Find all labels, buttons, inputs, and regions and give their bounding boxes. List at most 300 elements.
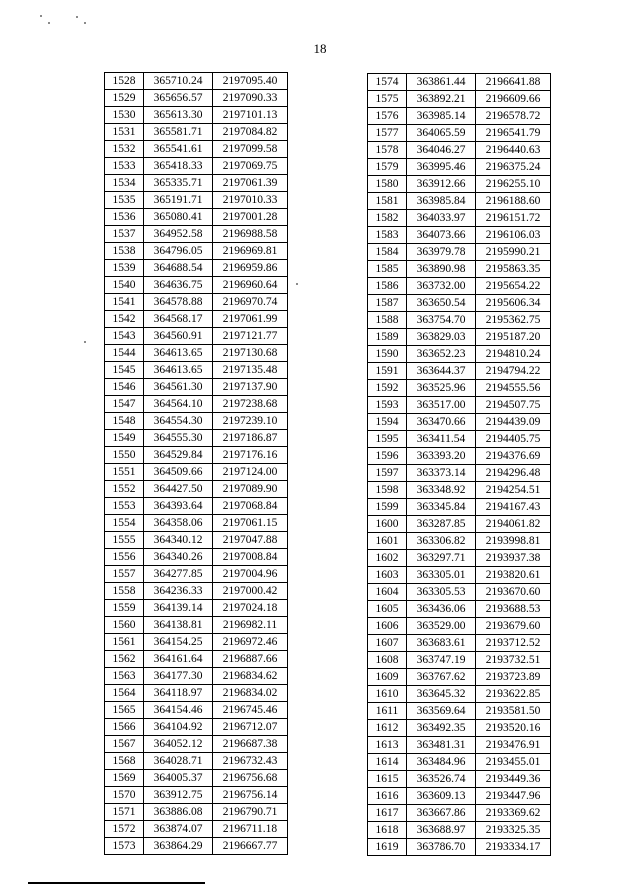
table-row bbox=[105, 345, 288, 362]
table-row bbox=[105, 73, 288, 90]
y-coordinate-cell: 2196970.74 bbox=[213, 294, 288, 311]
x-coordinate-cell: 364952.58 bbox=[144, 226, 213, 243]
x-coordinate-cell: 364033.97 bbox=[407, 210, 476, 227]
point-number-cell: 1583 bbox=[368, 227, 407, 244]
point-number-cell: 1604 bbox=[368, 584, 407, 601]
x-coordinate-cell: 363886.08 bbox=[144, 804, 213, 821]
table-row bbox=[368, 244, 551, 261]
point-number-cell: 1606 bbox=[368, 618, 407, 635]
x-coordinate-cell: 364236.33 bbox=[144, 583, 213, 600]
table-row bbox=[105, 787, 288, 804]
point-number-cell: 1610 bbox=[368, 686, 407, 703]
table-row bbox=[105, 821, 288, 838]
point-number-cell: 1581 bbox=[368, 193, 407, 210]
x-coordinate-cell: 363393.20 bbox=[407, 448, 476, 465]
table-row bbox=[368, 278, 551, 295]
x-coordinate-cell: 364568.17 bbox=[144, 311, 213, 328]
y-coordinate-cell: 2196541.79 bbox=[476, 125, 551, 142]
y-coordinate-cell: 2196834.02 bbox=[213, 685, 288, 702]
y-coordinate-cell: 2197024.18 bbox=[213, 600, 288, 617]
coordinates-table-left bbox=[104, 72, 288, 855]
table-row bbox=[105, 481, 288, 498]
table-row bbox=[368, 295, 551, 312]
y-coordinate-cell: 2193723.89 bbox=[476, 669, 551, 686]
table-row bbox=[105, 328, 288, 345]
x-coordinate-cell: 363667.86 bbox=[407, 805, 476, 822]
y-coordinate-cell: 2193679.60 bbox=[476, 618, 551, 635]
table-row bbox=[105, 311, 288, 328]
y-coordinate-cell: 2193670.60 bbox=[476, 584, 551, 601]
point-number-cell: 1541 bbox=[105, 294, 144, 311]
table-row bbox=[368, 788, 551, 805]
table-row bbox=[368, 516, 551, 533]
y-coordinate-cell: 2197061.15 bbox=[213, 515, 288, 532]
point-number-cell: 1536 bbox=[105, 209, 144, 226]
point-number-cell: 1534 bbox=[105, 175, 144, 192]
point-number-cell: 1593 bbox=[368, 397, 407, 414]
y-coordinate-cell: 2197004.96 bbox=[213, 566, 288, 583]
table-row bbox=[368, 601, 551, 618]
table-row bbox=[368, 567, 551, 584]
table-row bbox=[105, 600, 288, 617]
y-coordinate-cell: 2197089.90 bbox=[213, 481, 288, 498]
table-row bbox=[105, 804, 288, 821]
point-number-cell: 1598 bbox=[368, 482, 407, 499]
table-row bbox=[105, 294, 288, 311]
x-coordinate-cell: 364340.26 bbox=[144, 549, 213, 566]
table-row bbox=[105, 566, 288, 583]
x-coordinate-cell: 363305.01 bbox=[407, 567, 476, 584]
y-coordinate-cell: 2197001.28 bbox=[213, 209, 288, 226]
table-row bbox=[105, 192, 288, 209]
y-coordinate-cell: 2194254.51 bbox=[476, 482, 551, 499]
x-coordinate-cell: 363306.82 bbox=[407, 533, 476, 550]
y-coordinate-cell: 2197135.48 bbox=[213, 362, 288, 379]
point-number-cell: 1535 bbox=[105, 192, 144, 209]
point-number-cell: 1597 bbox=[368, 465, 407, 482]
table-row bbox=[105, 719, 288, 736]
point-number-cell: 1600 bbox=[368, 516, 407, 533]
x-coordinate-cell: 364560.91 bbox=[144, 328, 213, 345]
point-number-cell: 1567 bbox=[105, 736, 144, 753]
table-row bbox=[105, 515, 288, 532]
y-coordinate-cell: 2196711.18 bbox=[213, 821, 288, 838]
table-row bbox=[105, 736, 288, 753]
point-number-cell: 1565 bbox=[105, 702, 144, 719]
table-row bbox=[368, 363, 551, 380]
x-coordinate-cell: 365080.41 bbox=[144, 209, 213, 226]
y-coordinate-cell: 2194507.75 bbox=[476, 397, 551, 414]
x-coordinate-cell: 363754.70 bbox=[407, 312, 476, 329]
table-row bbox=[105, 464, 288, 481]
point-number-cell: 1531 bbox=[105, 124, 144, 141]
table-row bbox=[105, 838, 288, 855]
point-number-cell: 1555 bbox=[105, 532, 144, 549]
y-coordinate-cell: 2193455.01 bbox=[476, 754, 551, 771]
y-coordinate-cell: 2193688.53 bbox=[476, 601, 551, 618]
y-coordinate-cell: 2197061.39 bbox=[213, 175, 288, 192]
x-coordinate-cell: 363912.75 bbox=[144, 787, 213, 804]
x-coordinate-cell: 363470.66 bbox=[407, 414, 476, 431]
point-number-cell: 1601 bbox=[368, 533, 407, 550]
y-coordinate-cell: 2196756.14 bbox=[213, 787, 288, 804]
point-number-cell: 1571 bbox=[105, 804, 144, 821]
point-number-cell: 1599 bbox=[368, 499, 407, 516]
table-row bbox=[368, 652, 551, 669]
point-number-cell: 1543 bbox=[105, 328, 144, 345]
x-coordinate-cell: 363688.97 bbox=[407, 822, 476, 839]
y-coordinate-cell: 2196188.60 bbox=[476, 193, 551, 210]
point-number-cell: 1619 bbox=[368, 839, 407, 856]
point-number-cell: 1612 bbox=[368, 720, 407, 737]
point-number-cell: 1592 bbox=[368, 380, 407, 397]
point-number-cell: 1585 bbox=[368, 261, 407, 278]
x-coordinate-cell: 363373.14 bbox=[407, 465, 476, 482]
y-coordinate-cell: 2196641.88 bbox=[476, 74, 551, 91]
point-number-cell: 1563 bbox=[105, 668, 144, 685]
x-coordinate-cell: 363492.35 bbox=[407, 720, 476, 737]
y-coordinate-cell: 2196834.62 bbox=[213, 668, 288, 685]
table-row bbox=[368, 193, 551, 210]
x-coordinate-cell: 363305.53 bbox=[407, 584, 476, 601]
y-coordinate-cell: 2194167.43 bbox=[476, 499, 551, 516]
table-row bbox=[368, 533, 551, 550]
x-coordinate-cell: 364358.06 bbox=[144, 515, 213, 532]
y-coordinate-cell: 2196151.72 bbox=[476, 210, 551, 227]
point-number-cell: 1553 bbox=[105, 498, 144, 515]
point-number-cell: 1595 bbox=[368, 431, 407, 448]
y-coordinate-cell: 2193449.36 bbox=[476, 771, 551, 788]
y-coordinate-cell: 2193476.91 bbox=[476, 737, 551, 754]
table-row bbox=[368, 550, 551, 567]
table-row bbox=[105, 90, 288, 107]
x-coordinate-cell: 363652.23 bbox=[407, 346, 476, 363]
table-row bbox=[368, 91, 551, 108]
point-number-cell: 1607 bbox=[368, 635, 407, 652]
y-coordinate-cell: 2197090.33 bbox=[213, 90, 288, 107]
x-coordinate-cell: 363348.92 bbox=[407, 482, 476, 499]
point-number-cell: 1532 bbox=[105, 141, 144, 158]
y-coordinate-cell: 2196578.72 bbox=[476, 108, 551, 125]
table-row bbox=[368, 822, 551, 839]
point-number-cell: 1613 bbox=[368, 737, 407, 754]
y-coordinate-cell: 2197186.87 bbox=[213, 430, 288, 447]
x-coordinate-cell: 364005.37 bbox=[144, 770, 213, 787]
point-number-cell: 1605 bbox=[368, 601, 407, 618]
x-coordinate-cell: 364393.64 bbox=[144, 498, 213, 515]
y-coordinate-cell: 2197047.88 bbox=[213, 532, 288, 549]
table-row bbox=[368, 771, 551, 788]
table-row bbox=[105, 634, 288, 651]
x-coordinate-cell: 363287.85 bbox=[407, 516, 476, 533]
point-number-cell: 1548 bbox=[105, 413, 144, 430]
table-row bbox=[368, 159, 551, 176]
x-coordinate-cell: 363747.19 bbox=[407, 652, 476, 669]
y-coordinate-cell: 2196988.58 bbox=[213, 226, 288, 243]
point-number-cell: 1608 bbox=[368, 652, 407, 669]
y-coordinate-cell: 2196609.66 bbox=[476, 91, 551, 108]
x-coordinate-cell: 363985.84 bbox=[407, 193, 476, 210]
x-coordinate-cell: 363645.32 bbox=[407, 686, 476, 703]
table-row bbox=[105, 362, 288, 379]
table-row bbox=[105, 430, 288, 447]
y-coordinate-cell: 2194555.56 bbox=[476, 380, 551, 397]
x-coordinate-cell: 363892.21 bbox=[407, 91, 476, 108]
y-coordinate-cell: 2195654.22 bbox=[476, 278, 551, 295]
y-coordinate-cell: 2197238.68 bbox=[213, 396, 288, 413]
point-number-cell: 1577 bbox=[368, 125, 407, 142]
point-number-cell: 1586 bbox=[368, 278, 407, 295]
point-number-cell: 1616 bbox=[368, 788, 407, 805]
point-number-cell: 1528 bbox=[105, 73, 144, 90]
x-coordinate-cell: 363979.78 bbox=[407, 244, 476, 261]
point-number-cell: 1544 bbox=[105, 345, 144, 362]
y-coordinate-cell: 2196756.68 bbox=[213, 770, 288, 787]
point-number-cell: 1573 bbox=[105, 838, 144, 855]
x-coordinate-cell: 363525.96 bbox=[407, 380, 476, 397]
x-coordinate-cell: 365418.33 bbox=[144, 158, 213, 175]
point-number-cell: 1578 bbox=[368, 142, 407, 159]
table-row bbox=[368, 414, 551, 431]
table-row bbox=[368, 176, 551, 193]
table-row bbox=[105, 753, 288, 770]
y-coordinate-cell: 2197084.82 bbox=[213, 124, 288, 141]
table-row bbox=[368, 397, 551, 414]
point-number-cell: 1589 bbox=[368, 329, 407, 346]
x-coordinate-cell: 364161.64 bbox=[144, 651, 213, 668]
y-coordinate-cell: 2193334.17 bbox=[476, 839, 551, 856]
point-number-cell: 1540 bbox=[105, 277, 144, 294]
x-coordinate-cell: 364340.12 bbox=[144, 532, 213, 549]
point-number-cell: 1554 bbox=[105, 515, 144, 532]
table-row bbox=[368, 431, 551, 448]
point-number-cell: 1549 bbox=[105, 430, 144, 447]
table-row bbox=[105, 583, 288, 600]
point-number-cell: 1590 bbox=[368, 346, 407, 363]
y-coordinate-cell: 2196982.11 bbox=[213, 617, 288, 634]
point-number-cell: 1603 bbox=[368, 567, 407, 584]
x-coordinate-cell: 364118.97 bbox=[144, 685, 213, 702]
y-coordinate-cell: 2197124.00 bbox=[213, 464, 288, 481]
x-coordinate-cell: 363864.29 bbox=[144, 838, 213, 855]
table-row bbox=[105, 175, 288, 192]
point-number-cell: 1564 bbox=[105, 685, 144, 702]
y-coordinate-cell: 2195863.35 bbox=[476, 261, 551, 278]
y-coordinate-cell: 2197068.84 bbox=[213, 498, 288, 515]
x-coordinate-cell: 363526.74 bbox=[407, 771, 476, 788]
table-row bbox=[368, 635, 551, 652]
point-number-cell: 1614 bbox=[368, 754, 407, 771]
x-coordinate-cell: 364138.81 bbox=[144, 617, 213, 634]
x-coordinate-cell: 363786.70 bbox=[407, 839, 476, 856]
footnote-rule bbox=[28, 882, 205, 884]
x-coordinate-cell: 364177.30 bbox=[144, 668, 213, 685]
table-row bbox=[105, 651, 288, 668]
y-coordinate-cell: 2193447.96 bbox=[476, 788, 551, 805]
page-number: 18 bbox=[313, 41, 327, 56]
y-coordinate-cell: 2193581.50 bbox=[476, 703, 551, 720]
point-number-cell: 1539 bbox=[105, 260, 144, 277]
x-coordinate-cell: 363436.06 bbox=[407, 601, 476, 618]
table-row bbox=[105, 226, 288, 243]
table-row bbox=[368, 737, 551, 754]
table-row bbox=[105, 770, 288, 787]
point-number-cell: 1587 bbox=[368, 295, 407, 312]
point-number-cell: 1574 bbox=[368, 74, 407, 91]
x-coordinate-cell: 363484.96 bbox=[407, 754, 476, 771]
point-number-cell: 1591 bbox=[368, 363, 407, 380]
y-coordinate-cell: 2193369.62 bbox=[476, 805, 551, 822]
point-number-cell: 1537 bbox=[105, 226, 144, 243]
table-row bbox=[105, 702, 288, 719]
x-coordinate-cell: 364554.30 bbox=[144, 413, 213, 430]
x-coordinate-cell: 364555.30 bbox=[144, 430, 213, 447]
x-coordinate-cell: 364073.66 bbox=[407, 227, 476, 244]
x-coordinate-cell: 364154.25 bbox=[144, 634, 213, 651]
x-coordinate-cell: 365541.61 bbox=[144, 141, 213, 158]
point-number-cell: 1611 bbox=[368, 703, 407, 720]
point-number-cell: 1615 bbox=[368, 771, 407, 788]
y-coordinate-cell: 2194061.82 bbox=[476, 516, 551, 533]
point-number-cell: 1533 bbox=[105, 158, 144, 175]
y-coordinate-cell: 2197176.16 bbox=[213, 447, 288, 464]
table-row bbox=[368, 448, 551, 465]
table-row bbox=[368, 108, 551, 125]
x-coordinate-cell: 364613.65 bbox=[144, 345, 213, 362]
point-number-cell: 1617 bbox=[368, 805, 407, 822]
x-coordinate-cell: 363644.37 bbox=[407, 363, 476, 380]
x-coordinate-cell: 363650.54 bbox=[407, 295, 476, 312]
y-coordinate-cell: 2193325.35 bbox=[476, 822, 551, 839]
y-coordinate-cell: 2196732.43 bbox=[213, 753, 288, 770]
x-coordinate-cell: 364636.75 bbox=[144, 277, 213, 294]
table-row bbox=[368, 227, 551, 244]
scan-speck bbox=[48, 22, 50, 24]
scan-speck bbox=[296, 283, 298, 285]
point-number-cell: 1558 bbox=[105, 583, 144, 600]
table-row bbox=[368, 669, 551, 686]
y-coordinate-cell: 2194810.24 bbox=[476, 346, 551, 363]
table-row bbox=[105, 617, 288, 634]
x-coordinate-cell: 365656.57 bbox=[144, 90, 213, 107]
y-coordinate-cell: 2196255.10 bbox=[476, 176, 551, 193]
table-row bbox=[105, 413, 288, 430]
point-number-cell: 1546 bbox=[105, 379, 144, 396]
x-coordinate-cell: 364277.85 bbox=[144, 566, 213, 583]
y-coordinate-cell: 2197000.42 bbox=[213, 583, 288, 600]
x-coordinate-cell: 365191.71 bbox=[144, 192, 213, 209]
y-coordinate-cell: 2196972.46 bbox=[213, 634, 288, 651]
x-coordinate-cell: 363995.46 bbox=[407, 159, 476, 176]
table-row bbox=[368, 754, 551, 771]
y-coordinate-cell: 2194439.09 bbox=[476, 414, 551, 431]
point-number-cell: 1551 bbox=[105, 464, 144, 481]
x-coordinate-cell: 363297.71 bbox=[407, 550, 476, 567]
point-number-cell: 1566 bbox=[105, 719, 144, 736]
x-coordinate-cell: 363411.54 bbox=[407, 431, 476, 448]
y-coordinate-cell: 2197008.84 bbox=[213, 549, 288, 566]
x-coordinate-cell: 363890.98 bbox=[407, 261, 476, 278]
x-coordinate-cell: 365710.24 bbox=[144, 73, 213, 90]
table-row bbox=[368, 805, 551, 822]
table-row bbox=[105, 141, 288, 158]
table-row bbox=[105, 498, 288, 515]
point-number-cell: 1594 bbox=[368, 414, 407, 431]
x-coordinate-cell: 364561.30 bbox=[144, 379, 213, 396]
table-row bbox=[368, 329, 551, 346]
x-coordinate-cell: 364052.12 bbox=[144, 736, 213, 753]
point-number-cell: 1556 bbox=[105, 549, 144, 566]
x-coordinate-cell: 364578.88 bbox=[144, 294, 213, 311]
table-row bbox=[368, 584, 551, 601]
x-coordinate-cell: 363529.00 bbox=[407, 618, 476, 635]
table-row bbox=[105, 549, 288, 566]
table-row bbox=[105, 107, 288, 124]
point-number-cell: 1582 bbox=[368, 210, 407, 227]
point-number-cell: 1550 bbox=[105, 447, 144, 464]
x-coordinate-cell: 363345.84 bbox=[407, 499, 476, 516]
x-coordinate-cell: 363874.07 bbox=[144, 821, 213, 838]
y-coordinate-cell: 2196687.38 bbox=[213, 736, 288, 753]
point-number-cell: 1545 bbox=[105, 362, 144, 379]
table-row bbox=[368, 125, 551, 142]
y-coordinate-cell: 2197137.90 bbox=[213, 379, 288, 396]
scan-speck bbox=[84, 22, 86, 24]
table-row bbox=[105, 685, 288, 702]
table-row bbox=[368, 618, 551, 635]
y-coordinate-cell: 2196440.63 bbox=[476, 142, 551, 159]
x-coordinate-cell: 365335.71 bbox=[144, 175, 213, 192]
x-coordinate-cell: 363609.13 bbox=[407, 788, 476, 805]
y-coordinate-cell: 2193732.51 bbox=[476, 652, 551, 669]
y-coordinate-cell: 2197101.13 bbox=[213, 107, 288, 124]
table-row bbox=[105, 277, 288, 294]
y-coordinate-cell: 2195990.21 bbox=[476, 244, 551, 261]
point-number-cell: 1602 bbox=[368, 550, 407, 567]
x-coordinate-cell: 364065.59 bbox=[407, 125, 476, 142]
point-number-cell: 1579 bbox=[368, 159, 407, 176]
point-number-cell: 1576 bbox=[368, 108, 407, 125]
table-row bbox=[105, 243, 288, 260]
table-row bbox=[368, 261, 551, 278]
x-coordinate-cell: 365613.30 bbox=[144, 107, 213, 124]
table-row bbox=[105, 209, 288, 226]
point-number-cell: 1609 bbox=[368, 669, 407, 686]
table-row bbox=[368, 312, 551, 329]
point-number-cell: 1560 bbox=[105, 617, 144, 634]
y-coordinate-cell: 2197130.68 bbox=[213, 345, 288, 362]
y-coordinate-cell: 2195187.20 bbox=[476, 329, 551, 346]
y-coordinate-cell: 2196969.81 bbox=[213, 243, 288, 260]
table-row bbox=[368, 346, 551, 363]
table-row bbox=[105, 379, 288, 396]
x-coordinate-cell: 364688.54 bbox=[144, 260, 213, 277]
x-coordinate-cell: 364046.27 bbox=[407, 142, 476, 159]
point-number-cell: 1557 bbox=[105, 566, 144, 583]
coordinates-table-right bbox=[367, 73, 551, 856]
x-coordinate-cell: 363829.03 bbox=[407, 329, 476, 346]
point-number-cell: 1559 bbox=[105, 600, 144, 617]
point-number-cell: 1618 bbox=[368, 822, 407, 839]
table-row bbox=[105, 532, 288, 549]
x-coordinate-cell: 364529.84 bbox=[144, 447, 213, 464]
y-coordinate-cell: 2196960.64 bbox=[213, 277, 288, 294]
y-coordinate-cell: 2197099.58 bbox=[213, 141, 288, 158]
y-coordinate-cell: 2194296.48 bbox=[476, 465, 551, 482]
point-number-cell: 1596 bbox=[368, 448, 407, 465]
table-row bbox=[105, 447, 288, 464]
point-number-cell: 1580 bbox=[368, 176, 407, 193]
